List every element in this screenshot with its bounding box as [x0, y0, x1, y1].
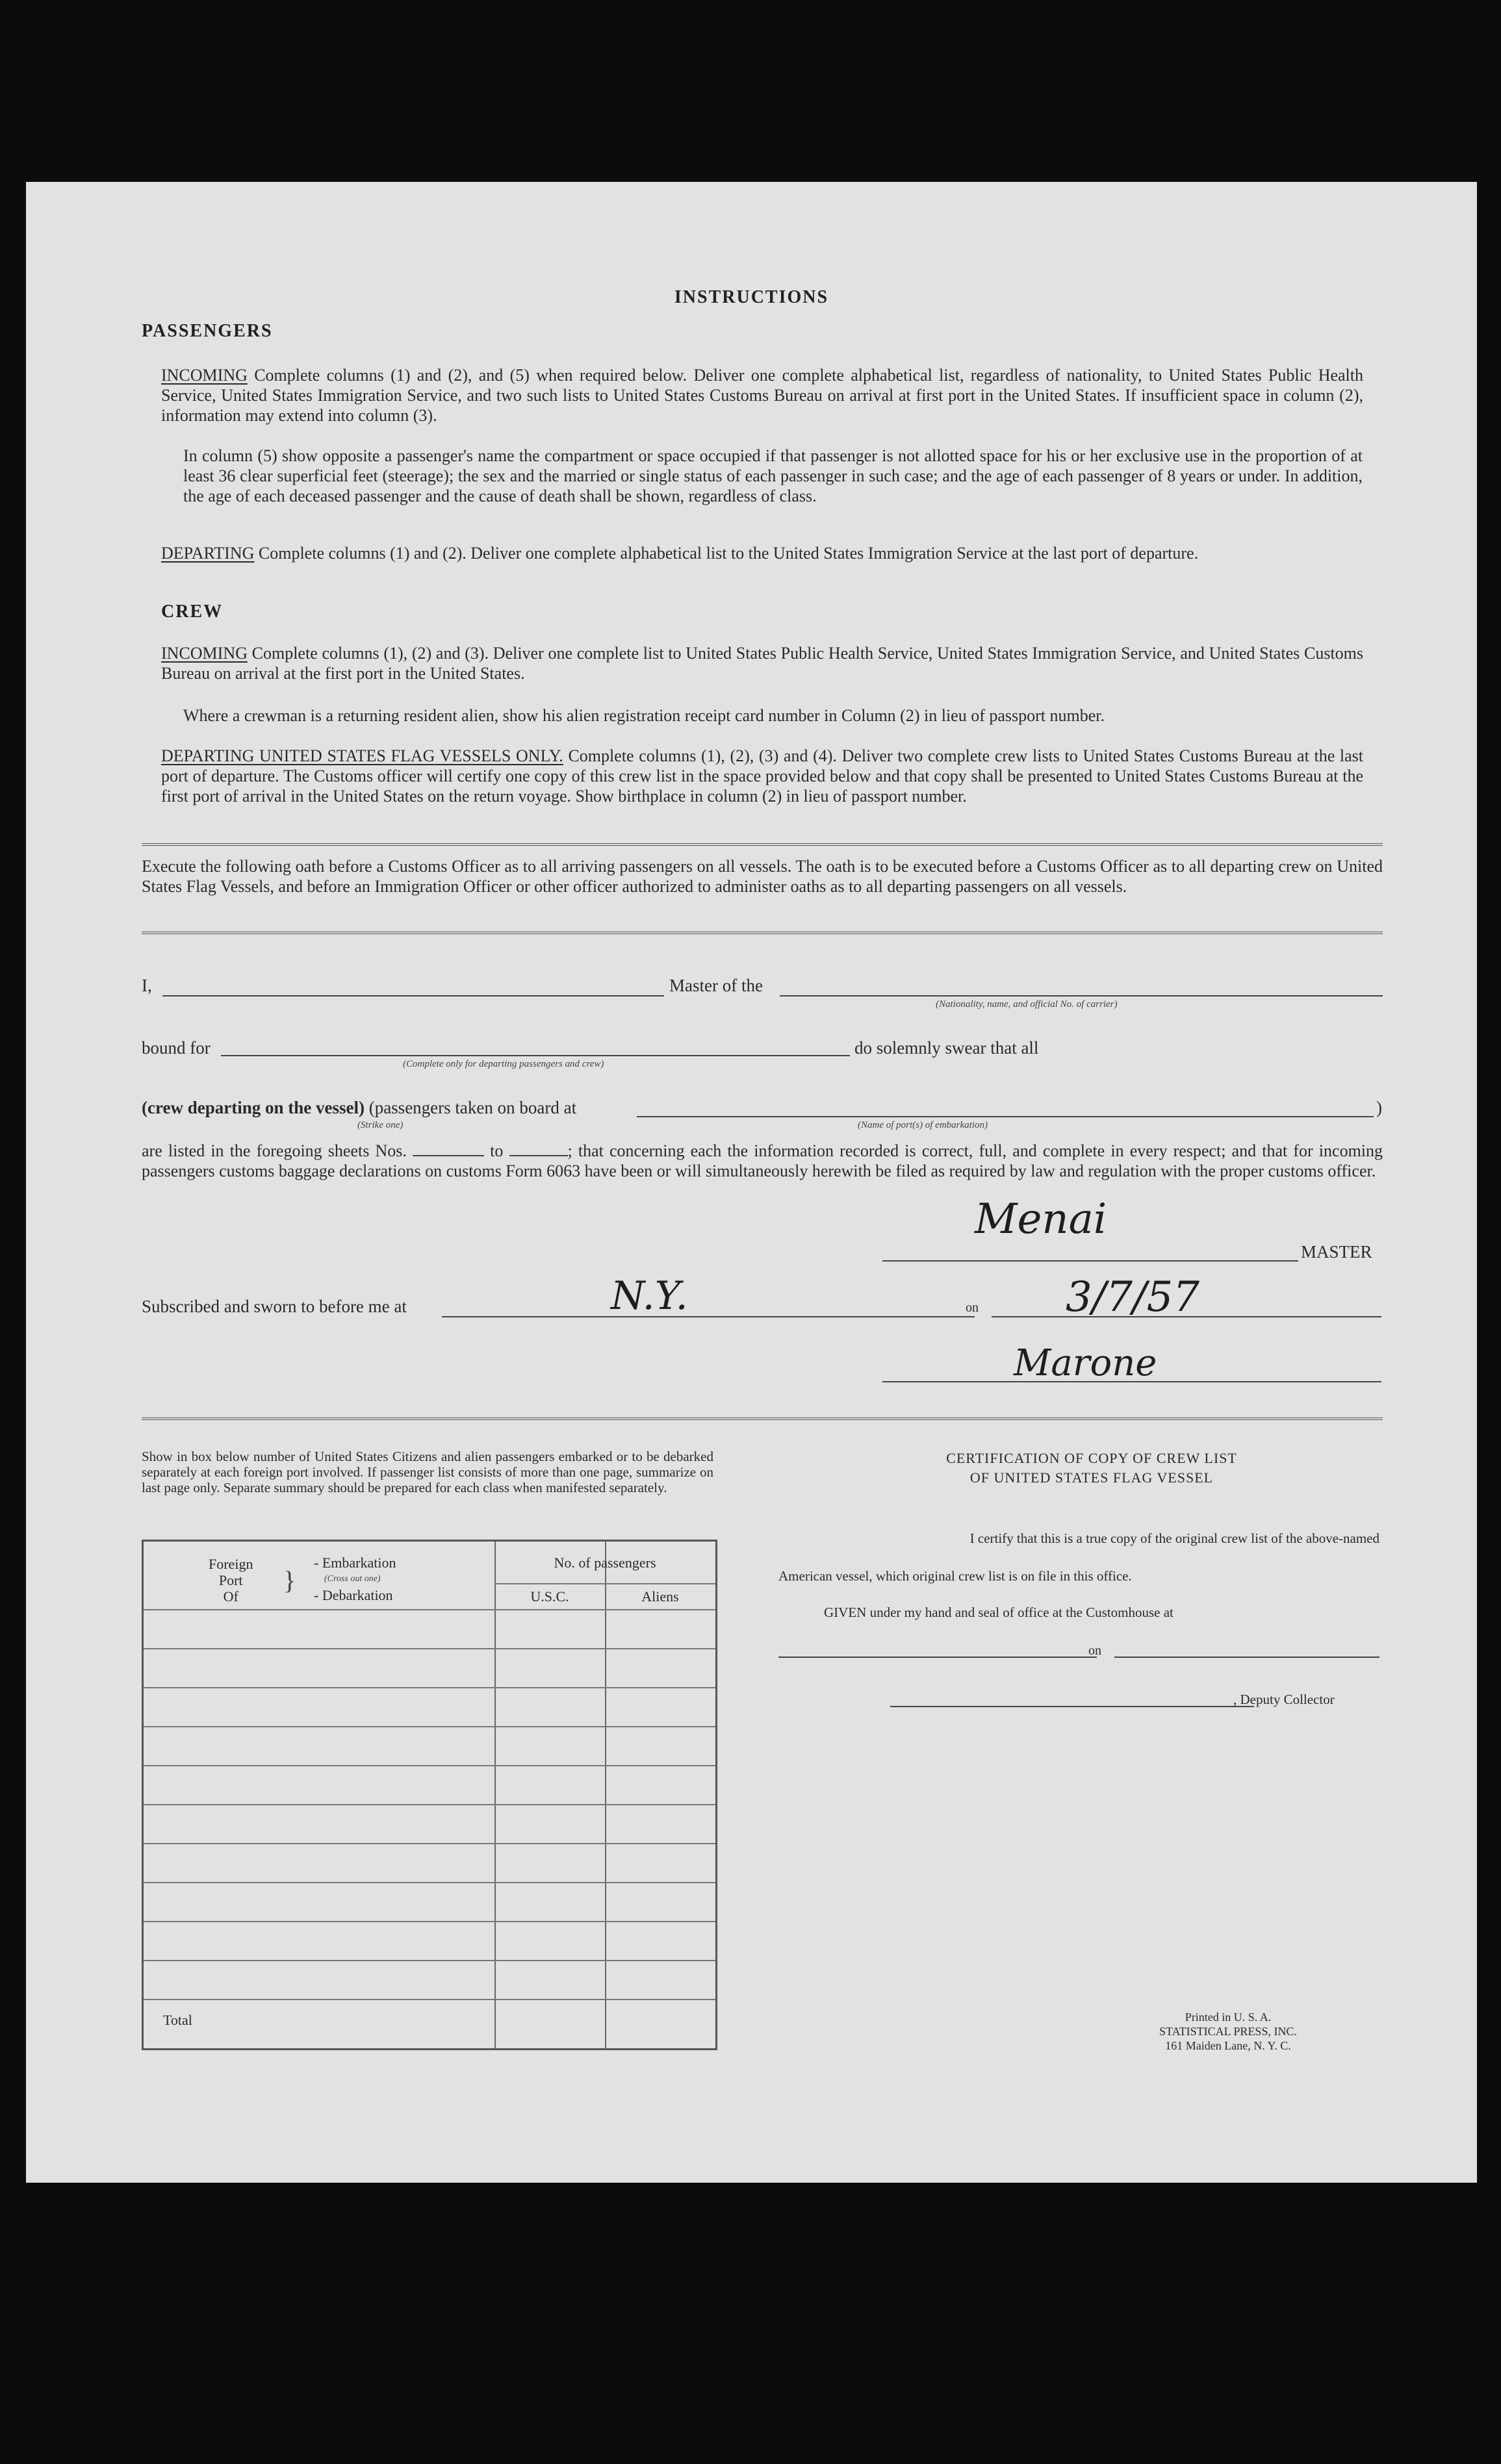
passengers-taken-option[interactable]: (passengers taken on board at [368, 1098, 577, 1117]
certification-line-1: I certify that this is a true copy of the original crew list of the above-named [969, 1530, 1379, 1546]
printer-line-1: Printed in U. S. A. [1185, 2011, 1272, 2024]
deputy-collector-label: , Deputy Collector [1233, 1692, 1335, 1707]
crew-departing-label: DEPARTING UNITED STATES FLAG VESSELS ONLY. [161, 746, 563, 765]
crew-departing-instruction [161, 746, 1363, 806]
officer-signature: Marone [1014, 1342, 1157, 1384]
certification-title-1: CERTIFICATION OF COPY OF CREW LIST [946, 1450, 1237, 1466]
sheet-to-field[interactable] [509, 1155, 568, 1156]
header-port-foreign: Foreign [209, 1556, 253, 1572]
crew-incoming-label: INCOMING [161, 644, 248, 663]
master-signature-line [882, 1260, 1298, 1262]
printer-imprint [1131, 2010, 1326, 2053]
col-divider [605, 1542, 606, 2048]
strike-hint: (Strike one) [357, 1120, 404, 1130]
header-aliens: Aliens [641, 1588, 679, 1605]
table-row [144, 1921, 715, 1922]
crew-departing-option[interactable]: (crew departing on the vessel) [142, 1098, 365, 1117]
strike-options [142, 1098, 576, 1118]
carrier-hint: (Nationality, name, and official No. of carrier) [936, 999, 1118, 1010]
embarkation-port-field[interactable] [637, 1116, 1374, 1117]
to-label: to [490, 1141, 504, 1160]
header-embark-debark [314, 1555, 396, 1603]
deputy-collector-field[interactable] [890, 1706, 1254, 1707]
carrier-field[interactable] [780, 995, 1383, 997]
sworn-place-field[interactable] [442, 1316, 975, 1317]
passengers-incoming-label: INCOMING [161, 366, 248, 385]
divider [142, 843, 1383, 846]
sworn-place-value: N.Y. [611, 1273, 688, 1319]
crew-resident-instruction: Where a crewman is a returning resident alien, show his alien registration receipt card number in Column (2) in lieu of passport number. [183, 706, 1105, 725]
debarkation-option[interactable]: - Debarkation [314, 1587, 393, 1603]
passengers-departing-instruction [161, 543, 1363, 563]
bound-for-hint: (Complete only for departing passengers and crew) [403, 1059, 604, 1069]
certification-date-field[interactable] [1114, 1657, 1379, 1658]
listed-text-b: ; that concerning each the information recorded is correct, full, and complete in every respect; and that for incoming passengers customs baggage declarations on customs Form 6063 have been or will simultaneously herewith be filed as required by law and regulation with the proper customs officer. [142, 1141, 1383, 1180]
total-label: Total [163, 2012, 192, 2028]
table-row [144, 1687, 715, 1688]
page-title: INSTRUCTIONS [674, 287, 829, 307]
swear-label: do solemnly swear that all [854, 1038, 1039, 1058]
officer-signature-line [882, 1381, 1381, 1382]
certification-line-2: American vessel, which original crew list is on file in this office. [778, 1568, 1132, 1584]
table-row [144, 1804, 715, 1805]
passengers-column5-instruction: In column (5) show opposite a passenger's name the compartment or space occupied if that passenger is not allotted space for his or her exclusive use in the proportion of at least 36 clear superficial feet (steerage); the sex and the married or single status of each passenger in such case; and the age of each passenger of 8 years or under. In addition, the age of each deceased passenger and the cause of death shall be shown, regardless of class. [183, 446, 1363, 505]
certification-title [799, 1449, 1384, 1488]
header-port-port: Port [218, 1572, 243, 1588]
form-sheet [26, 182, 1477, 2183]
close-paren: ) [1376, 1098, 1382, 1117]
divider [142, 1417, 1383, 1420]
header-no-passengers: No. of passengers [554, 1555, 656, 1571]
table-row [144, 1843, 715, 1844]
passengers-incoming-text: Complete columns (1) and (2), and (5) when required below. Deliver one complete alphabetical list, regardless of nationality, to United States Public Health Service, United States Immigration Service, and two such lists to United States Customs Bureau on arrival at first port in the United States. If insufficient space in column (2), information may extend into column (3). [161, 366, 1363, 425]
master-label: MASTER [1301, 1242, 1372, 1262]
ports-hint: (Name of port(s) of embarkation) [858, 1120, 988, 1130]
brace-icon: } [283, 1566, 296, 1595]
bound-for-label: bound for [142, 1038, 211, 1058]
certification-line-3: GIVEN under my hand and seal of office at the Customhouse at [824, 1605, 1174, 1620]
oath-i-label: I, [142, 976, 152, 995]
crew-incoming-instruction [161, 643, 1363, 683]
crew-departing-text: Complete columns (1), (2), (3) and (4). Deliver two complete crew lists to United States Customs Bureau at the last port of departure. The Customs officer will certify one copy of this crew list in the space provided below and that copy shall be presented to United States Customs Bureau at the first port of arrival in the United States on the return voyage. Show birthplace in column (2) in lieu of passport number. [161, 746, 1364, 806]
table-row [144, 1765, 715, 1766]
passengers-heading: PASSENGERS [142, 321, 273, 341]
on-label: on [966, 1301, 979, 1315]
passengers-incoming-instruction [161, 365, 1363, 425]
certification-title-2: OF UNITED STATES FLAG VESSEL [969, 1469, 1214, 1486]
table-row [144, 1960, 715, 1961]
passengers-departing-text: Complete columns (1) and (2). Deliver one complete alphabetical list to the United States Immigration Service at the last port of departure. [258, 544, 1199, 563]
table-row [144, 1999, 715, 2000]
listed-text-a: are listed in the foregoing sheets Nos. [142, 1141, 407, 1160]
subscribed-label: Subscribed and sworn to before me at [142, 1297, 407, 1316]
table-row [144, 1648, 715, 1649]
bound-for-field[interactable] [221, 1055, 850, 1056]
sheet-from-field[interactable] [413, 1155, 484, 1156]
printer-line-2: STATISTICAL PRESS, INC. [1159, 2025, 1297, 2038]
header-usc: U.S.C. [530, 1588, 569, 1605]
master-signature: Menai [975, 1195, 1107, 1243]
cross-hint: (Cross out one) [324, 1574, 381, 1584]
oath-listed-text [142, 1141, 1383, 1181]
printer-line-3: 161 Maiden Lane, N. Y. C. [1165, 2039, 1291, 2052]
oath-intro: Execute the following oath before a Customs Officer as to all arriving passengers on all vessels. The oath is to be executed before a Customs Officer as to all departing crew on United States Flag Vessels, and before an Immigration Officer or other officer authorized to administer oaths as to all departing passengers on all vessels. [142, 857, 1383, 896]
header-divider [144, 1609, 715, 1610]
col-divider [494, 1542, 496, 2048]
master-of-label: Master of the [669, 976, 763, 995]
header-port [209, 1556, 253, 1605]
passengers-departing-label: DEPARTING [161, 544, 255, 563]
table-row [144, 1882, 715, 1883]
divider [142, 932, 1383, 934]
crew-heading: CREW [161, 602, 224, 622]
embarkation-option[interactable]: - Embarkation [314, 1555, 396, 1571]
certification-on-label: on [1088, 1644, 1101, 1658]
master-name-field[interactable] [162, 995, 664, 997]
summary-instructions: Show in box below number of United States Citizens and alien passengers embarked or to be debarked separately at each foreign port involved. If passenger list consists of more than one page, summarize on last page only. Separate summary should be prepared for each class when manifested separately. [142, 1449, 713, 1495]
subheader-divider [494, 1583, 715, 1584]
customhouse-field[interactable] [778, 1657, 1097, 1658]
summary-table [142, 1540, 717, 2050]
sworn-date-value: 3/7/57 [1066, 1273, 1200, 1321]
table-row [144, 1726, 715, 1727]
crew-incoming-text: Complete columns (1), (2) and (3). Deliver one complete list to United States Public Health Service, United States Immigration Service, and United States Customs Bureau on arrival at the first port in the United States. [161, 644, 1363, 683]
header-port-of: Of [223, 1588, 238, 1605]
